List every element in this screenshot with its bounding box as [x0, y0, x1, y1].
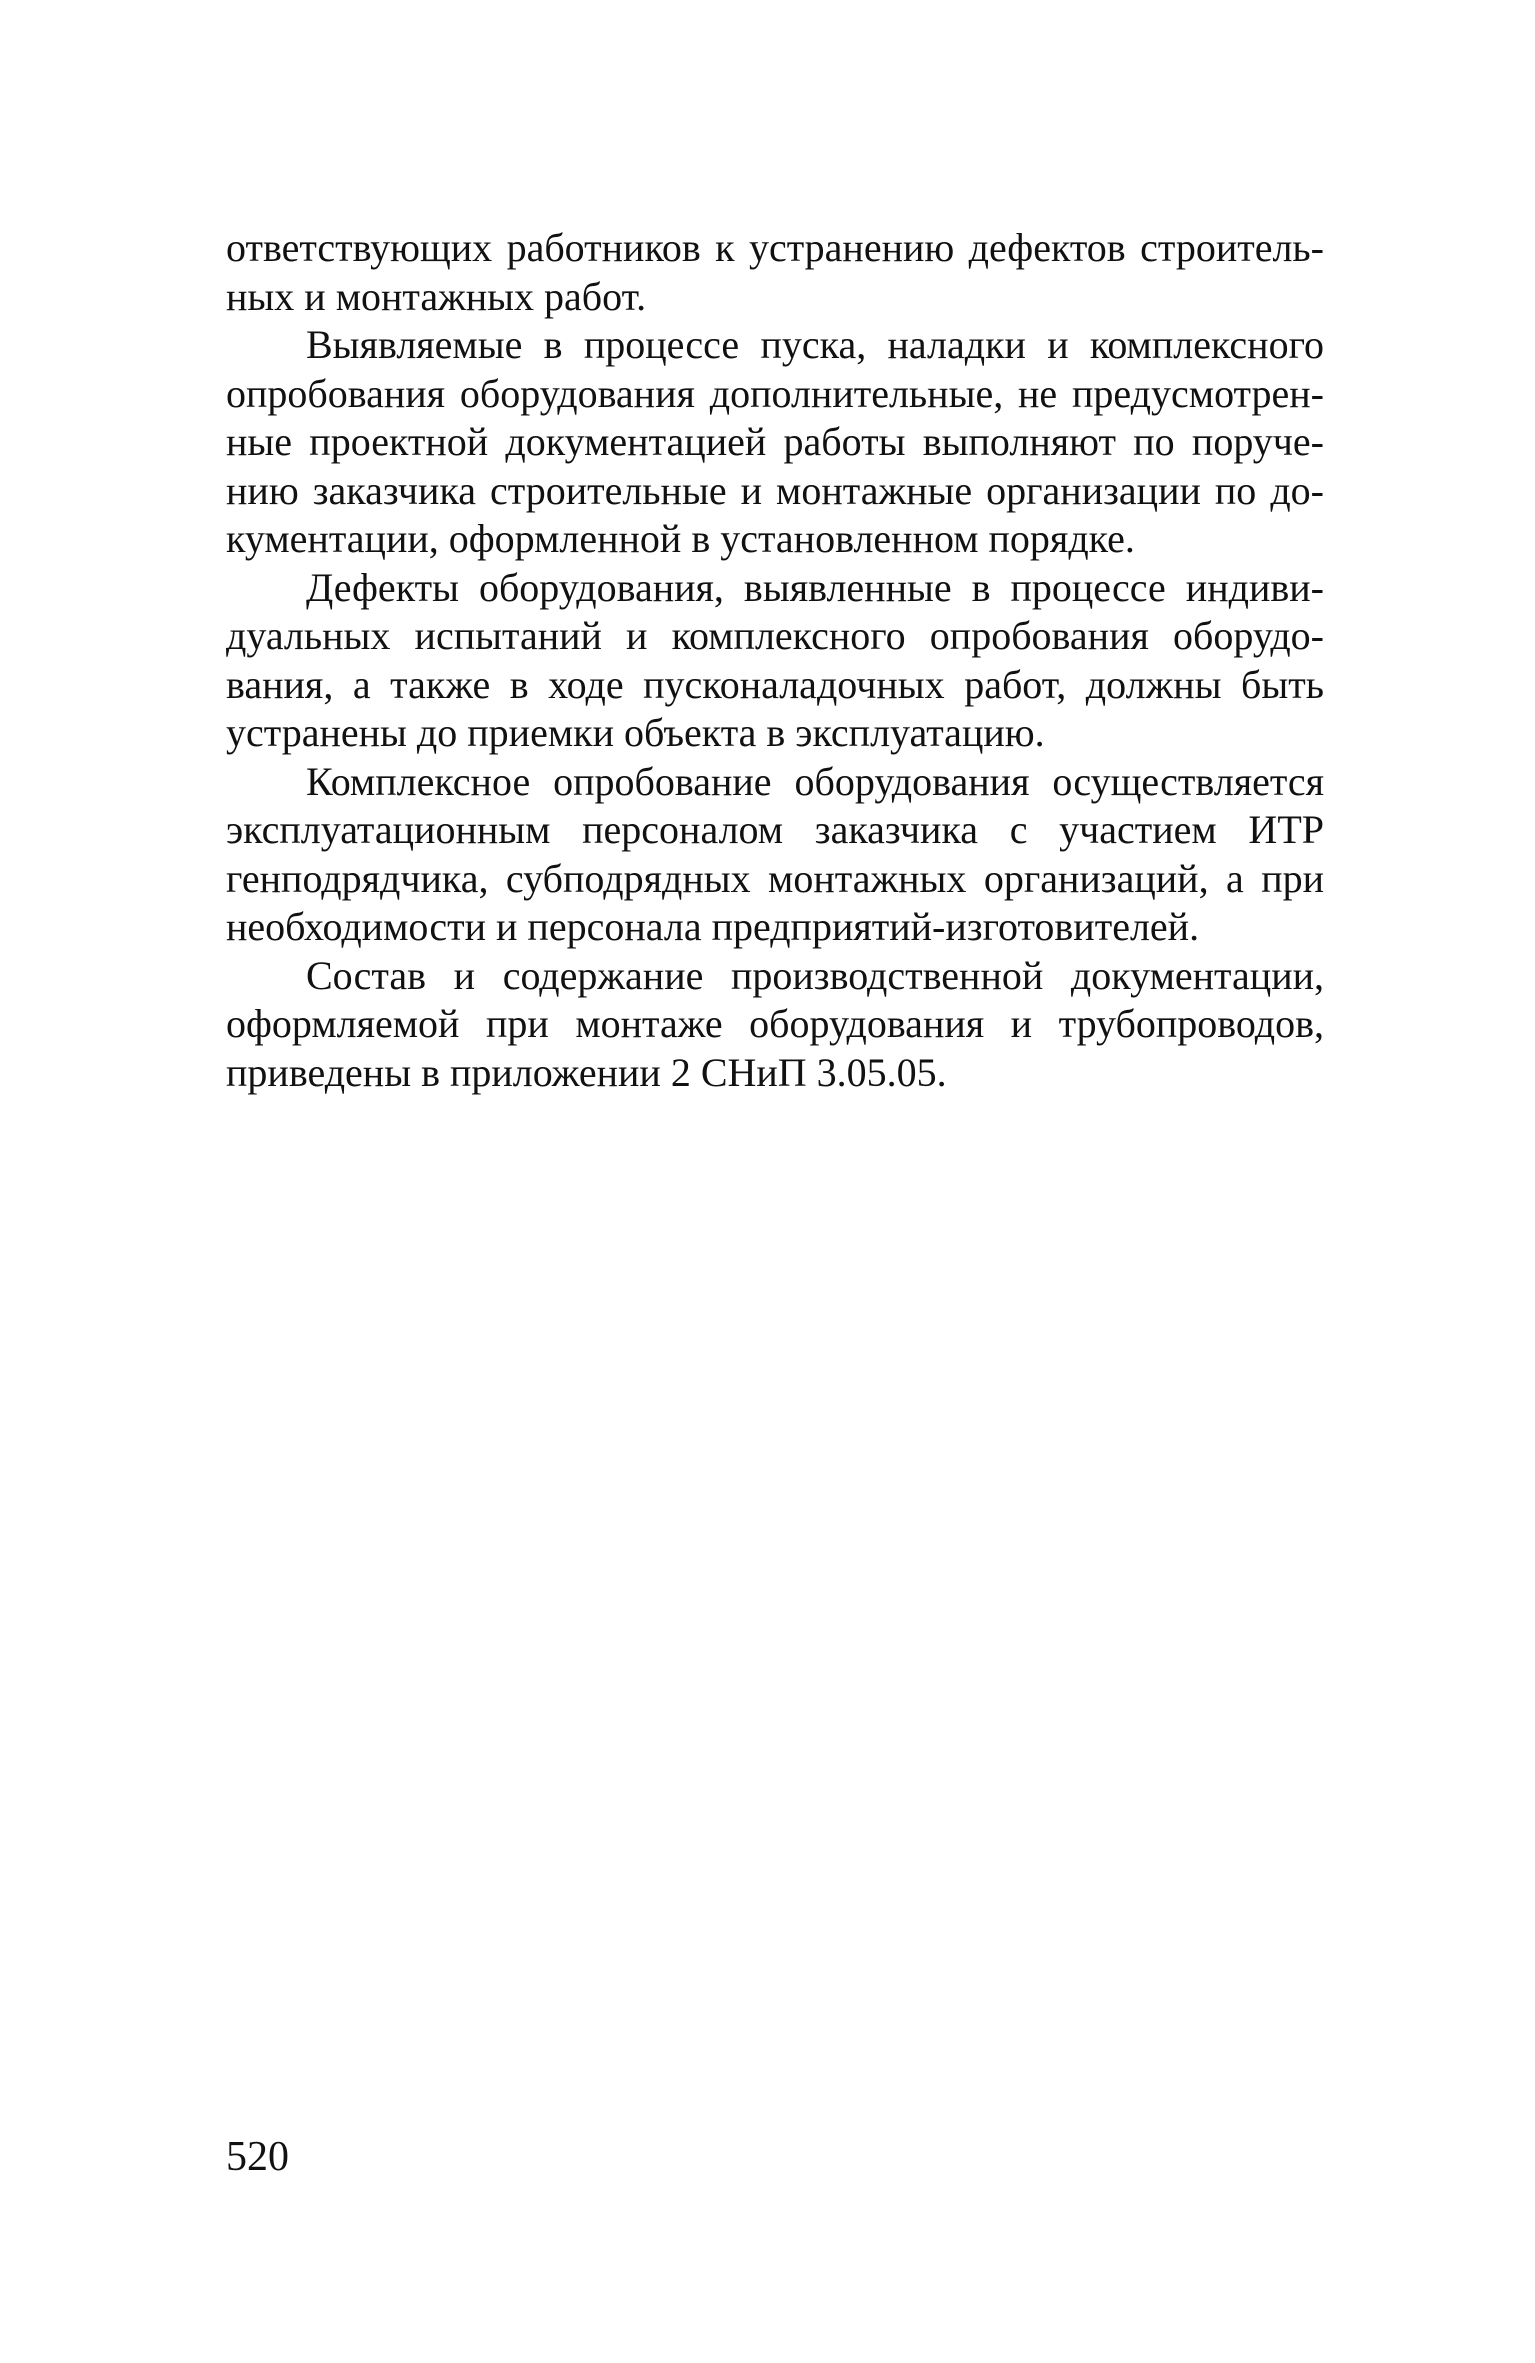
page-number: 520 — [226, 2134, 289, 2180]
paragraph-equipment-defects: Дефекты оборудования, выявленные в процессе индивидуальных испытаний и комплексного опробования оборудования, а также в ходе пусконаладочных работ, должны быть устранены до приемки объекта в эксплуатацию. — [226, 564, 1324, 755]
paragraph-continuation: ответствующих работников к устранению дефектов строительных и монтажных работ. — [226, 225, 1324, 319]
body-text — [226, 224, 1324, 1097]
paragraph-additional-works: Выявляемые в процессе пуска, наладки и комплексного опробования оборудования дополнительные, не предусмотренные проектной документацией работы выполняют по поручению заказчика строительные и монтажные организации по документации, оформленной в установленном порядке. — [226, 322, 1324, 561]
paragraph-complex-testing: Комплексное опробование оборудования осуществляется эксплуатационным персоналом заказчика с участием ИТР генподрядчика, субподрядных монтажных организаций, а при необходимости и персонала предприятий-изготовителей. — [226, 758, 1324, 949]
paragraph-documentation: Состав и содержание производственной документации, оформляемой при монтаже оборудования и трубопроводов, приведены в приложении 2 СНиП 3.05.05. — [226, 952, 1324, 1095]
